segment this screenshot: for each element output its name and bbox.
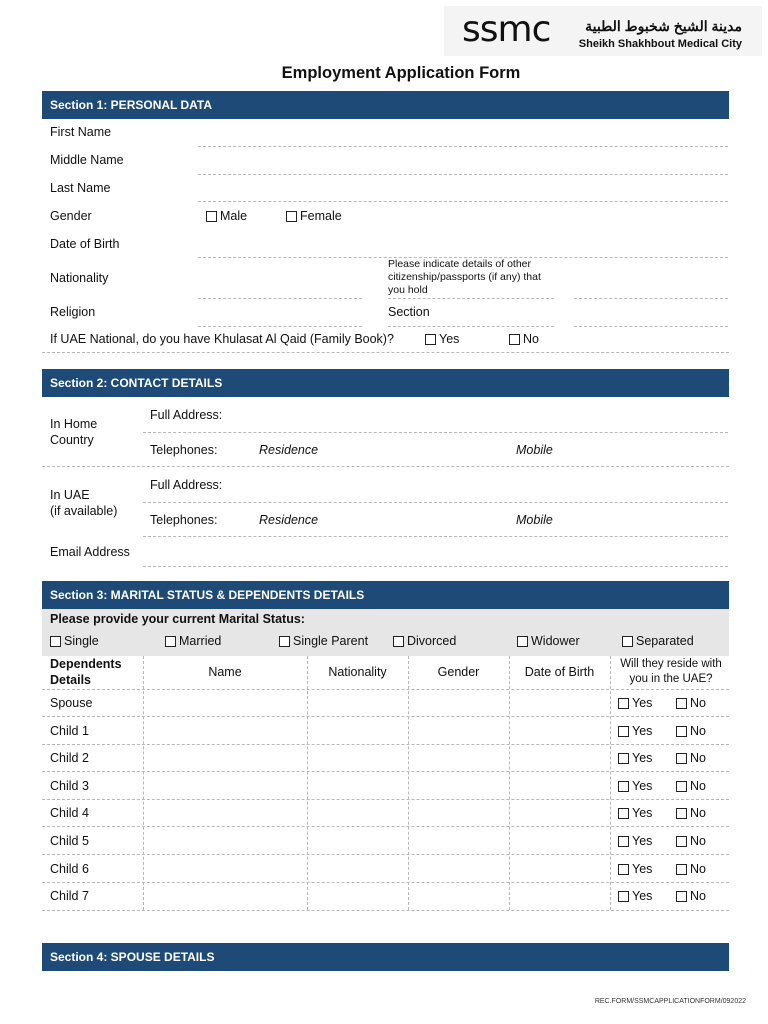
- checkbox-icon: [393, 636, 404, 647]
- child-3-reside-no-checkbox[interactable]: [676, 779, 706, 793]
- logo-arabic-name: مدينة الشيخ شخبوط الطبية: [585, 18, 742, 34]
- col-dob-header: Date of Birth: [524, 665, 595, 679]
- last-name-label: Last Name: [50, 181, 111, 195]
- yes-label: Yes: [632, 696, 653, 710]
- no-label: No: [690, 724, 706, 738]
- checkbox-icon: [618, 753, 629, 764]
- table-col-divider: [143, 656, 144, 910]
- checkbox-icon: [165, 636, 176, 647]
- checkbox-icon: [622, 636, 633, 647]
- status-label: Widower: [531, 634, 580, 648]
- marital-status-prompt: Please provide your current Marital Status:: [50, 612, 305, 626]
- home-country-label-1: In Home: [50, 417, 98, 431]
- religion-field[interactable]: [198, 326, 362, 327]
- yes-label: Yes: [439, 332, 460, 346]
- child-7-reside-yes-checkbox[interactable]: [618, 889, 652, 903]
- checkbox-icon: [279, 636, 290, 647]
- table-row-divider: [42, 910, 729, 911]
- middle-name-field[interactable]: [198, 174, 728, 175]
- logo-english-name: Sheikh Shakhbout Medical City: [578, 38, 742, 50]
- child-6-reside-yes-checkbox[interactable]: [618, 862, 652, 876]
- sect-label: Section: [388, 305, 430, 319]
- uae-label-2: (if available): [50, 504, 118, 518]
- yes-label: Yes: [632, 751, 653, 765]
- checkbox-icon: [618, 781, 629, 792]
- table-col-divider: [509, 656, 510, 910]
- checkbox-icon: [676, 864, 687, 875]
- status-label: Separated: [636, 634, 694, 648]
- table-col-divider: [307, 656, 308, 910]
- last-name-field[interactable]: [198, 201, 728, 202]
- checkbox-icon: [676, 836, 687, 847]
- email-label: Email Address: [50, 545, 130, 559]
- home-address-field[interactable]: [143, 432, 728, 433]
- checkbox-icon: [50, 636, 61, 647]
- uae-mobile-label: Mobile: [516, 513, 553, 527]
- checkbox-icon: [517, 636, 528, 647]
- uae-address-field[interactable]: [143, 502, 728, 503]
- uae-telephones-label: Telephones:: [150, 513, 218, 527]
- home-residence-label: Residence: [259, 443, 319, 457]
- table-col-divider: [610, 656, 611, 910]
- child-4-reside-no-checkbox[interactable]: [676, 806, 706, 820]
- row-child-3-label: Child 3: [50, 779, 89, 793]
- no-label: No: [690, 834, 706, 848]
- status-label: Single: [64, 634, 99, 648]
- checkbox-icon: [676, 808, 687, 819]
- logo-wordmark: ssmc: [462, 9, 551, 50]
- status-widower-checkbox[interactable]: [517, 634, 580, 648]
- no-label: No: [690, 696, 706, 710]
- yes-label: Yes: [632, 862, 653, 876]
- row-child-4-label: Child 4: [50, 806, 89, 820]
- form-title: Employment Application Form: [281, 64, 521, 82]
- home-address-label: Full Address:: [150, 408, 223, 422]
- child-4-reside-yes-checkbox[interactable]: [618, 806, 652, 820]
- status-single-parent-checkbox[interactable]: [279, 634, 368, 648]
- status-married-checkbox[interactable]: [165, 634, 221, 648]
- table-col-divider: [408, 656, 409, 910]
- table-row-divider: [42, 826, 729, 827]
- home-telephones-label: Telephones:: [150, 443, 218, 457]
- dependents-header-1: Dependents: [50, 657, 122, 671]
- checkbox-icon: [206, 211, 217, 222]
- row-child-2-label: Child 2: [50, 751, 89, 765]
- yes-label: Yes: [632, 834, 653, 848]
- other-citizenship-field-1[interactable]: [388, 298, 554, 299]
- checkbox-icon: [618, 891, 629, 902]
- section-3-header: Section 3: MARITAL STATUS & DEPENDENTS DETAILS: [42, 581, 729, 609]
- checkbox-icon: [676, 781, 687, 792]
- dependents-header-2: Details: [50, 673, 91, 687]
- checkbox-icon: [618, 698, 629, 709]
- nationality-label: Nationality: [50, 271, 109, 285]
- status-label: Single Parent: [293, 634, 369, 648]
- no-label: No: [690, 862, 706, 876]
- uae-label-1: In UAE: [50, 488, 90, 502]
- child-1-reside-yes-checkbox[interactable]: [618, 724, 652, 738]
- status-label: Divorced: [407, 634, 457, 648]
- sect-field[interactable]: [388, 326, 554, 327]
- table-row-divider: [42, 854, 729, 855]
- spouse-reside-no-checkbox[interactable]: [676, 696, 706, 710]
- home-country-label-2: Country: [50, 433, 94, 447]
- female-label: Female: [300, 209, 342, 223]
- checkbox-icon: [618, 864, 629, 875]
- col-nationality-header: Nationality: [328, 665, 387, 679]
- uae-residence-label: Residence: [259, 513, 319, 527]
- checkbox-icon: [618, 836, 629, 847]
- section-4-header: Section 4: SPOUSE DETAILS: [42, 943, 729, 971]
- col-name-header: Name: [208, 665, 242, 679]
- row-child-1-label: Child 1: [50, 724, 89, 738]
- yes-label: Yes: [632, 889, 653, 903]
- first-name-field[interactable]: [198, 146, 728, 147]
- table-row-divider: [42, 882, 729, 883]
- row-child-5-label: Child 5: [50, 834, 89, 848]
- table-header-divider: [42, 689, 729, 690]
- gender-label: Gender: [50, 209, 92, 223]
- checkbox-icon: [425, 334, 436, 345]
- child-1-reside-no-checkbox[interactable]: [676, 724, 706, 738]
- status-label: Married: [179, 634, 222, 648]
- yes-label: Yes: [632, 724, 653, 738]
- divider: [42, 352, 729, 353]
- table-row-divider: [42, 744, 729, 745]
- gender-female-checkbox[interactable]: [286, 209, 342, 223]
- other-citizenship-label: Please indicate details of other citizenship/passports (if any) that you hold: [388, 258, 541, 296]
- child-5-reside-yes-checkbox[interactable]: [618, 834, 652, 848]
- no-label: No: [690, 806, 706, 820]
- ssmc-logo: [444, 6, 762, 56]
- child-2-reside-yes-checkbox[interactable]: [618, 751, 652, 765]
- section-2-header: Section 2: CONTACT DETAILS: [42, 369, 729, 397]
- form-code: REC.FORM/SSMCAPPLICATIONFORM/092022: [594, 998, 746, 1005]
- religion-label: Religion: [50, 305, 96, 319]
- status-divorced-checkbox[interactable]: [393, 634, 456, 648]
- middle-name-label: Middle Name: [50, 153, 124, 167]
- home-telephone-field[interactable]: [42, 466, 729, 467]
- yes-label: Yes: [632, 779, 653, 793]
- child-3-reside-yes-checkbox[interactable]: [618, 779, 652, 793]
- dob-label: Date of Birth: [50, 237, 120, 251]
- family-book-yes-checkbox[interactable]: [425, 332, 459, 346]
- table-row-divider: [42, 771, 729, 772]
- col-reside-header: Will they reside with you in the UAE?: [620, 658, 722, 685]
- row-child-7-label: Child 7: [50, 889, 89, 903]
- checkbox-icon: [286, 211, 297, 222]
- child-6-reside-no-checkbox[interactable]: [676, 862, 706, 876]
- checkbox-icon: [676, 891, 687, 902]
- row-spouse-label: Spouse: [50, 696, 93, 710]
- family-book-label: If UAE National, do you have Khulasat Al Qaid (Family Book)?: [50, 332, 394, 346]
- row-child-6-label: Child 6: [50, 862, 89, 876]
- status-separated-checkbox[interactable]: [622, 634, 694, 648]
- col-gender-header: Gender: [437, 665, 480, 679]
- status-single-checkbox[interactable]: [50, 634, 99, 648]
- family-book-no-checkbox[interactable]: [509, 332, 539, 346]
- checkbox-icon: [509, 334, 520, 345]
- child-5-reside-no-checkbox[interactable]: [676, 834, 706, 848]
- checkbox-icon: [618, 726, 629, 737]
- checkbox-icon: [676, 753, 687, 764]
- email-field[interactable]: [143, 566, 728, 567]
- yes-label: Yes: [632, 806, 653, 820]
- uae-address-label: Full Address:: [150, 478, 223, 492]
- checkbox-icon: [676, 726, 687, 737]
- sect-field-extra[interactable]: [574, 326, 728, 327]
- home-mobile-label: Mobile: [516, 443, 553, 457]
- other-citizenship-field-2[interactable]: [574, 298, 728, 299]
- male-label: Male: [220, 209, 248, 223]
- spouse-reside-yes-checkbox[interactable]: [618, 696, 652, 710]
- nationality-field[interactable]: [198, 298, 362, 299]
- no-label: No: [523, 332, 539, 346]
- gender-male-checkbox[interactable]: [206, 209, 247, 223]
- checkbox-icon: [618, 808, 629, 819]
- no-label: No: [690, 889, 706, 903]
- no-label: No: [690, 751, 706, 765]
- table-row-divider: [42, 799, 729, 800]
- child-7-reside-no-checkbox[interactable]: [676, 889, 706, 903]
- uae-telephone-field[interactable]: [143, 536, 728, 537]
- child-2-reside-no-checkbox[interactable]: [676, 751, 706, 765]
- table-row-divider: [42, 716, 729, 717]
- checkbox-icon: [676, 698, 687, 709]
- no-label: No: [690, 779, 706, 793]
- first-name-label: First Name: [50, 125, 112, 139]
- section-1-header: Section 1: PERSONAL DATA: [42, 91, 729, 119]
